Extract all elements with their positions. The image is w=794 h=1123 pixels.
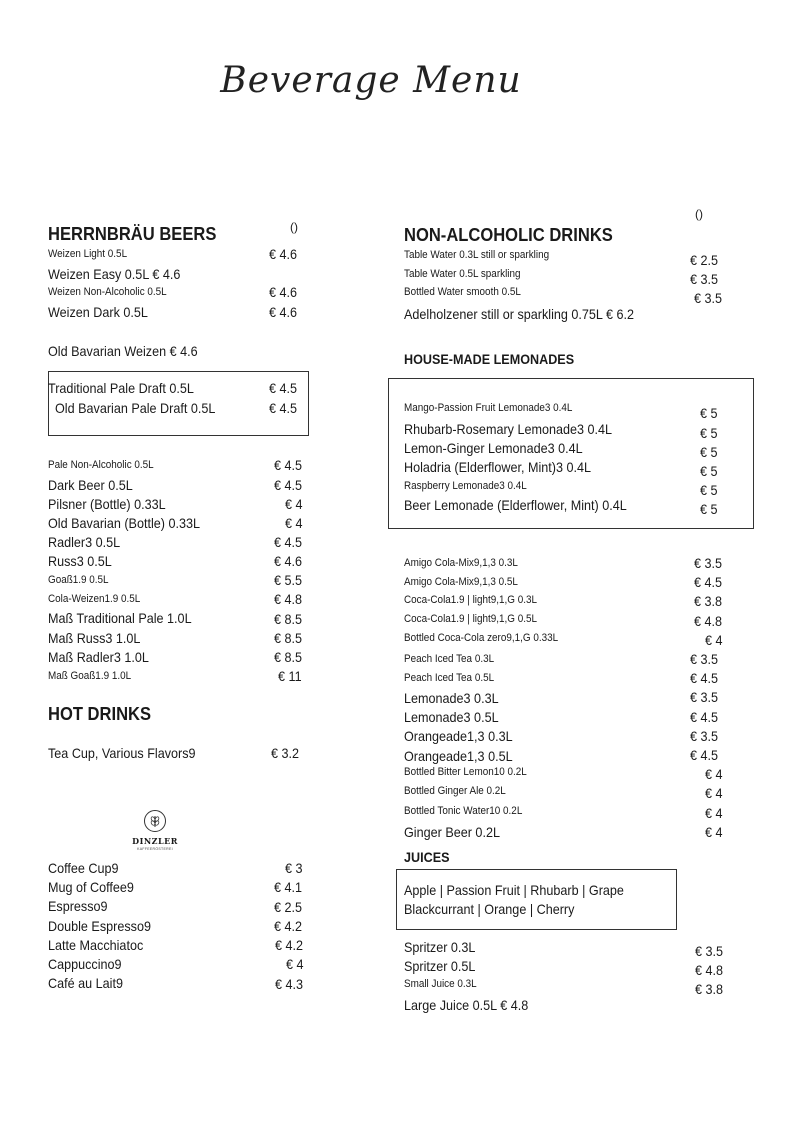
menu-item-name: Lemonade3 0.3L	[404, 690, 499, 706]
menu-item-name: Coca-Cola1.9 | light9,1,G 0.5L	[404, 613, 538, 625]
menu-item-name: Radler3 0.5L	[48, 534, 121, 550]
menu-item-price: € 3.5	[694, 555, 723, 571]
menu-item-price: € 4.5	[269, 400, 298, 416]
menu-item-price: € 4.5	[274, 477, 303, 493]
menu-item-name: Bottled Tonic Water10 0.2L	[404, 805, 523, 817]
menu-item-name: Lemonade3 0.5L	[404, 709, 499, 725]
menu-item-name: Spritzer 0.5L	[404, 958, 476, 974]
menu-item-price: € 5	[700, 425, 718, 441]
menu-item-price: € 4.5	[694, 574, 723, 590]
menu-item-name: Adelholzener still or sparkling 0.75L € 6.2	[404, 306, 634, 322]
lemonades-heading: HOUSE-MADE LEMONADES	[404, 351, 575, 367]
menu-item-price: € 4.5	[690, 747, 719, 763]
menu-item-price: € 3.5	[690, 651, 719, 667]
juice-flavors-line2: Blackcurrant | Orange | Cherry	[404, 901, 575, 917]
menu-item-price: € 3.2	[271, 745, 300, 761]
menu-item-name: Russ3 0.5L	[48, 553, 112, 569]
menu-item-name: Latte Macchiatoc	[48, 937, 144, 953]
menu-item-price: € 5	[700, 482, 718, 498]
menu-item-name: Peach Iced Tea 0.5L	[404, 672, 495, 684]
menu-item-name: Mango-Passion Fruit Lemonade3 0.4L	[404, 402, 573, 414]
dinzler-logo	[130, 810, 180, 851]
menu-item-price: € 4.5	[690, 709, 719, 725]
menu-item-price: € 8.5	[274, 649, 303, 665]
menu-item-price: € 4	[705, 785, 723, 801]
menu-item-price: € 4.1	[274, 879, 303, 895]
menu-item-name: Weizen Non-Alcoholic 0.5L	[48, 286, 167, 298]
menu-item-name: Espresso9	[48, 898, 108, 914]
menu-item-name: Peach Iced Tea 0.3L	[404, 653, 495, 665]
menu-item-name: Dark Beer 0.5L	[48, 477, 133, 493]
menu-item-price: € 4.8	[695, 962, 724, 978]
menu-item-price: € 5	[700, 463, 718, 479]
menu-item-name: Table Water 0.5L sparkling	[404, 268, 521, 280]
menu-item-price: € 3.5	[694, 290, 723, 306]
menu-item-name: Coffee Cup9	[48, 860, 119, 876]
logo-subtitle: KAFFEERÖSTEREI	[137, 847, 173, 851]
menu-item-price: € 3.8	[695, 981, 724, 997]
menu-item-name: Maß Goaß1.9 1.0L	[48, 670, 132, 682]
menu-item-name: Coca-Cola1.9 | light9,1,G 0.3L	[404, 594, 538, 606]
menu-item-name: Bottled Bitter Lemon10 0.2L	[404, 766, 527, 778]
menu-item-name: Table Water 0.3L still or sparkling	[404, 249, 550, 261]
menu-item-name: Rhubarb-Rosemary Lemonade3 0.4L	[404, 421, 613, 437]
menu-item-price: € 2.5	[274, 899, 303, 915]
menu-item-price: € 4.8	[694, 613, 723, 629]
menu-item-price: € 4.5	[269, 380, 298, 396]
menu-item-price: € 4	[705, 824, 723, 840]
beers-heading: HERRNBRÄU BEERS	[48, 224, 217, 244]
menu-item-name: Bottled Coca-Cola zero9,1,G 0.33L	[404, 632, 559, 644]
menu-item-price: € 2.5	[690, 252, 719, 268]
menu-item-name: Bottled Water smooth 0.5L	[404, 286, 521, 298]
menu-item-name: Old Bavarian (Bottle) 0.33L	[48, 515, 200, 531]
menu-item-name: Traditional Pale Draft 0.5L	[48, 380, 194, 396]
menu-item-price: € 5.5	[274, 572, 303, 588]
menu-item-price: € 4.8	[274, 591, 303, 607]
menu-item-name: Spritzer 0.3L	[404, 939, 476, 955]
menu-item-name: Lemon-Ginger Lemonade3 0.4L	[404, 440, 583, 456]
menu-item-price: € 3.5	[690, 728, 719, 744]
menu-item-name: Maß Russ3 1.0L	[48, 630, 141, 646]
menu-item-name: Weizen Easy 0.5L € 4.6	[48, 266, 181, 282]
menu-item-name: Cappuccino9	[48, 956, 122, 972]
non-alcoholic-mark: ()	[695, 207, 703, 221]
menu-item-name: Maß Traditional Pale 1.0L	[48, 610, 192, 626]
menu-item-name: Mug of Coffee9	[48, 879, 134, 895]
menu-item-price: € 4.6	[269, 246, 298, 262]
menu-item-price: € 4.6	[269, 304, 298, 320]
menu-item-name: Tea Cup, Various Flavors9	[48, 745, 196, 761]
menu-item-price: € 3	[285, 860, 303, 876]
menu-item-price: € 4.5	[690, 670, 719, 686]
menu-item-name: Old Bavarian Weizen € 4.6	[48, 343, 198, 359]
menu-item-name: Raspberry Lemonade3 0.4L	[404, 480, 527, 492]
menu-item-price: € 4	[285, 515, 303, 531]
logo-name: DINZLER	[132, 836, 178, 846]
menu-item-price: € 4	[286, 956, 304, 972]
menu-item-price: € 3.5	[690, 689, 719, 705]
menu-item-name: Small Juice 0.3L	[404, 978, 477, 990]
menu-item-price: € 3.5	[690, 271, 719, 287]
menu-item-price: € 8.5	[274, 611, 303, 627]
menu-item-name: Large Juice 0.5L € 4.8	[404, 997, 529, 1013]
beers-mark: ()	[290, 220, 298, 234]
menu-item-price: € 4.3	[275, 976, 304, 992]
menu-item-price: € 3.8	[694, 593, 723, 609]
menu-item-name: Ginger Beer 0.2L	[404, 824, 500, 840]
menu-item-price: € 4	[705, 805, 723, 821]
menu-item-name: Orangeade1,3 0.5L	[404, 748, 513, 764]
menu-item-name: Café au Lait9	[48, 975, 123, 991]
juice-flavors-line1: Apple | Passion Fruit | Rhubarb | Grape	[404, 882, 624, 898]
menu-item-price: € 11	[278, 668, 302, 684]
menu-item-name: Holadria (Elderflower, Mint)3 0.4L	[404, 459, 591, 475]
menu-item-price: € 4.6	[274, 553, 303, 569]
menu-item-price: € 8.5	[274, 630, 303, 646]
menu-item-name: Pale Non-Alcoholic 0.5L	[48, 459, 154, 471]
menu-item-price: € 3.5	[695, 943, 724, 959]
menu-item-price: € 5	[700, 501, 718, 517]
menu-item-name: Amigo Cola-Mix9,1,3 0.3L	[404, 557, 518, 569]
juices-heading: JUICES	[404, 849, 450, 865]
menu-item-name: Old Bavarian Pale Draft 0.5L	[55, 400, 216, 416]
menu-item-price: € 5	[700, 405, 718, 421]
menu-item-name: Pilsner (Bottle) 0.33L	[48, 496, 166, 512]
menu-item-price: € 5	[700, 444, 718, 460]
non-alcoholic-heading: NON-ALCOHOLIC DRINKS	[404, 225, 613, 245]
menu-item-price: € 4.5	[274, 457, 303, 473]
menu-item-price: € 4.2	[275, 937, 304, 953]
juice-flavors-box	[396, 869, 677, 930]
page-title: Beverage Menu	[220, 60, 522, 101]
menu-item-name: Double Espresso9	[48, 918, 151, 934]
menu-item-price: € 4	[705, 766, 723, 782]
menu-item-price: € 4.2	[274, 918, 303, 934]
menu-item-price: € 4.6	[269, 284, 298, 300]
menu-item-price: € 4	[705, 632, 723, 648]
menu-item-name: Cola-Weizen1.9 0.5L	[48, 593, 141, 605]
wheat-icon	[144, 810, 166, 832]
menu-item-name: Goaß1.9 0.5L	[48, 574, 109, 586]
menu-item-name: Maß Radler3 1.0L	[48, 649, 149, 665]
menu-item-name: Weizen Dark 0.5L	[48, 304, 148, 320]
menu-item-price: € 4	[285, 496, 303, 512]
menu-item-name: Weizen Light 0.5L	[48, 248, 128, 260]
menu-item-name: Amigo Cola-Mix9,1,3 0.5L	[404, 576, 518, 588]
menu-item-name: Beer Lemonade (Elderflower, Mint) 0.4L	[404, 497, 627, 513]
menu-item-price: € 4.5	[274, 534, 303, 550]
hot-drinks-heading: HOT DRINKS	[48, 704, 152, 724]
menu-item-name: Bottled Ginger Ale 0.2L	[404, 785, 506, 797]
menu-item-name: Orangeade1,3 0.3L	[404, 728, 513, 744]
